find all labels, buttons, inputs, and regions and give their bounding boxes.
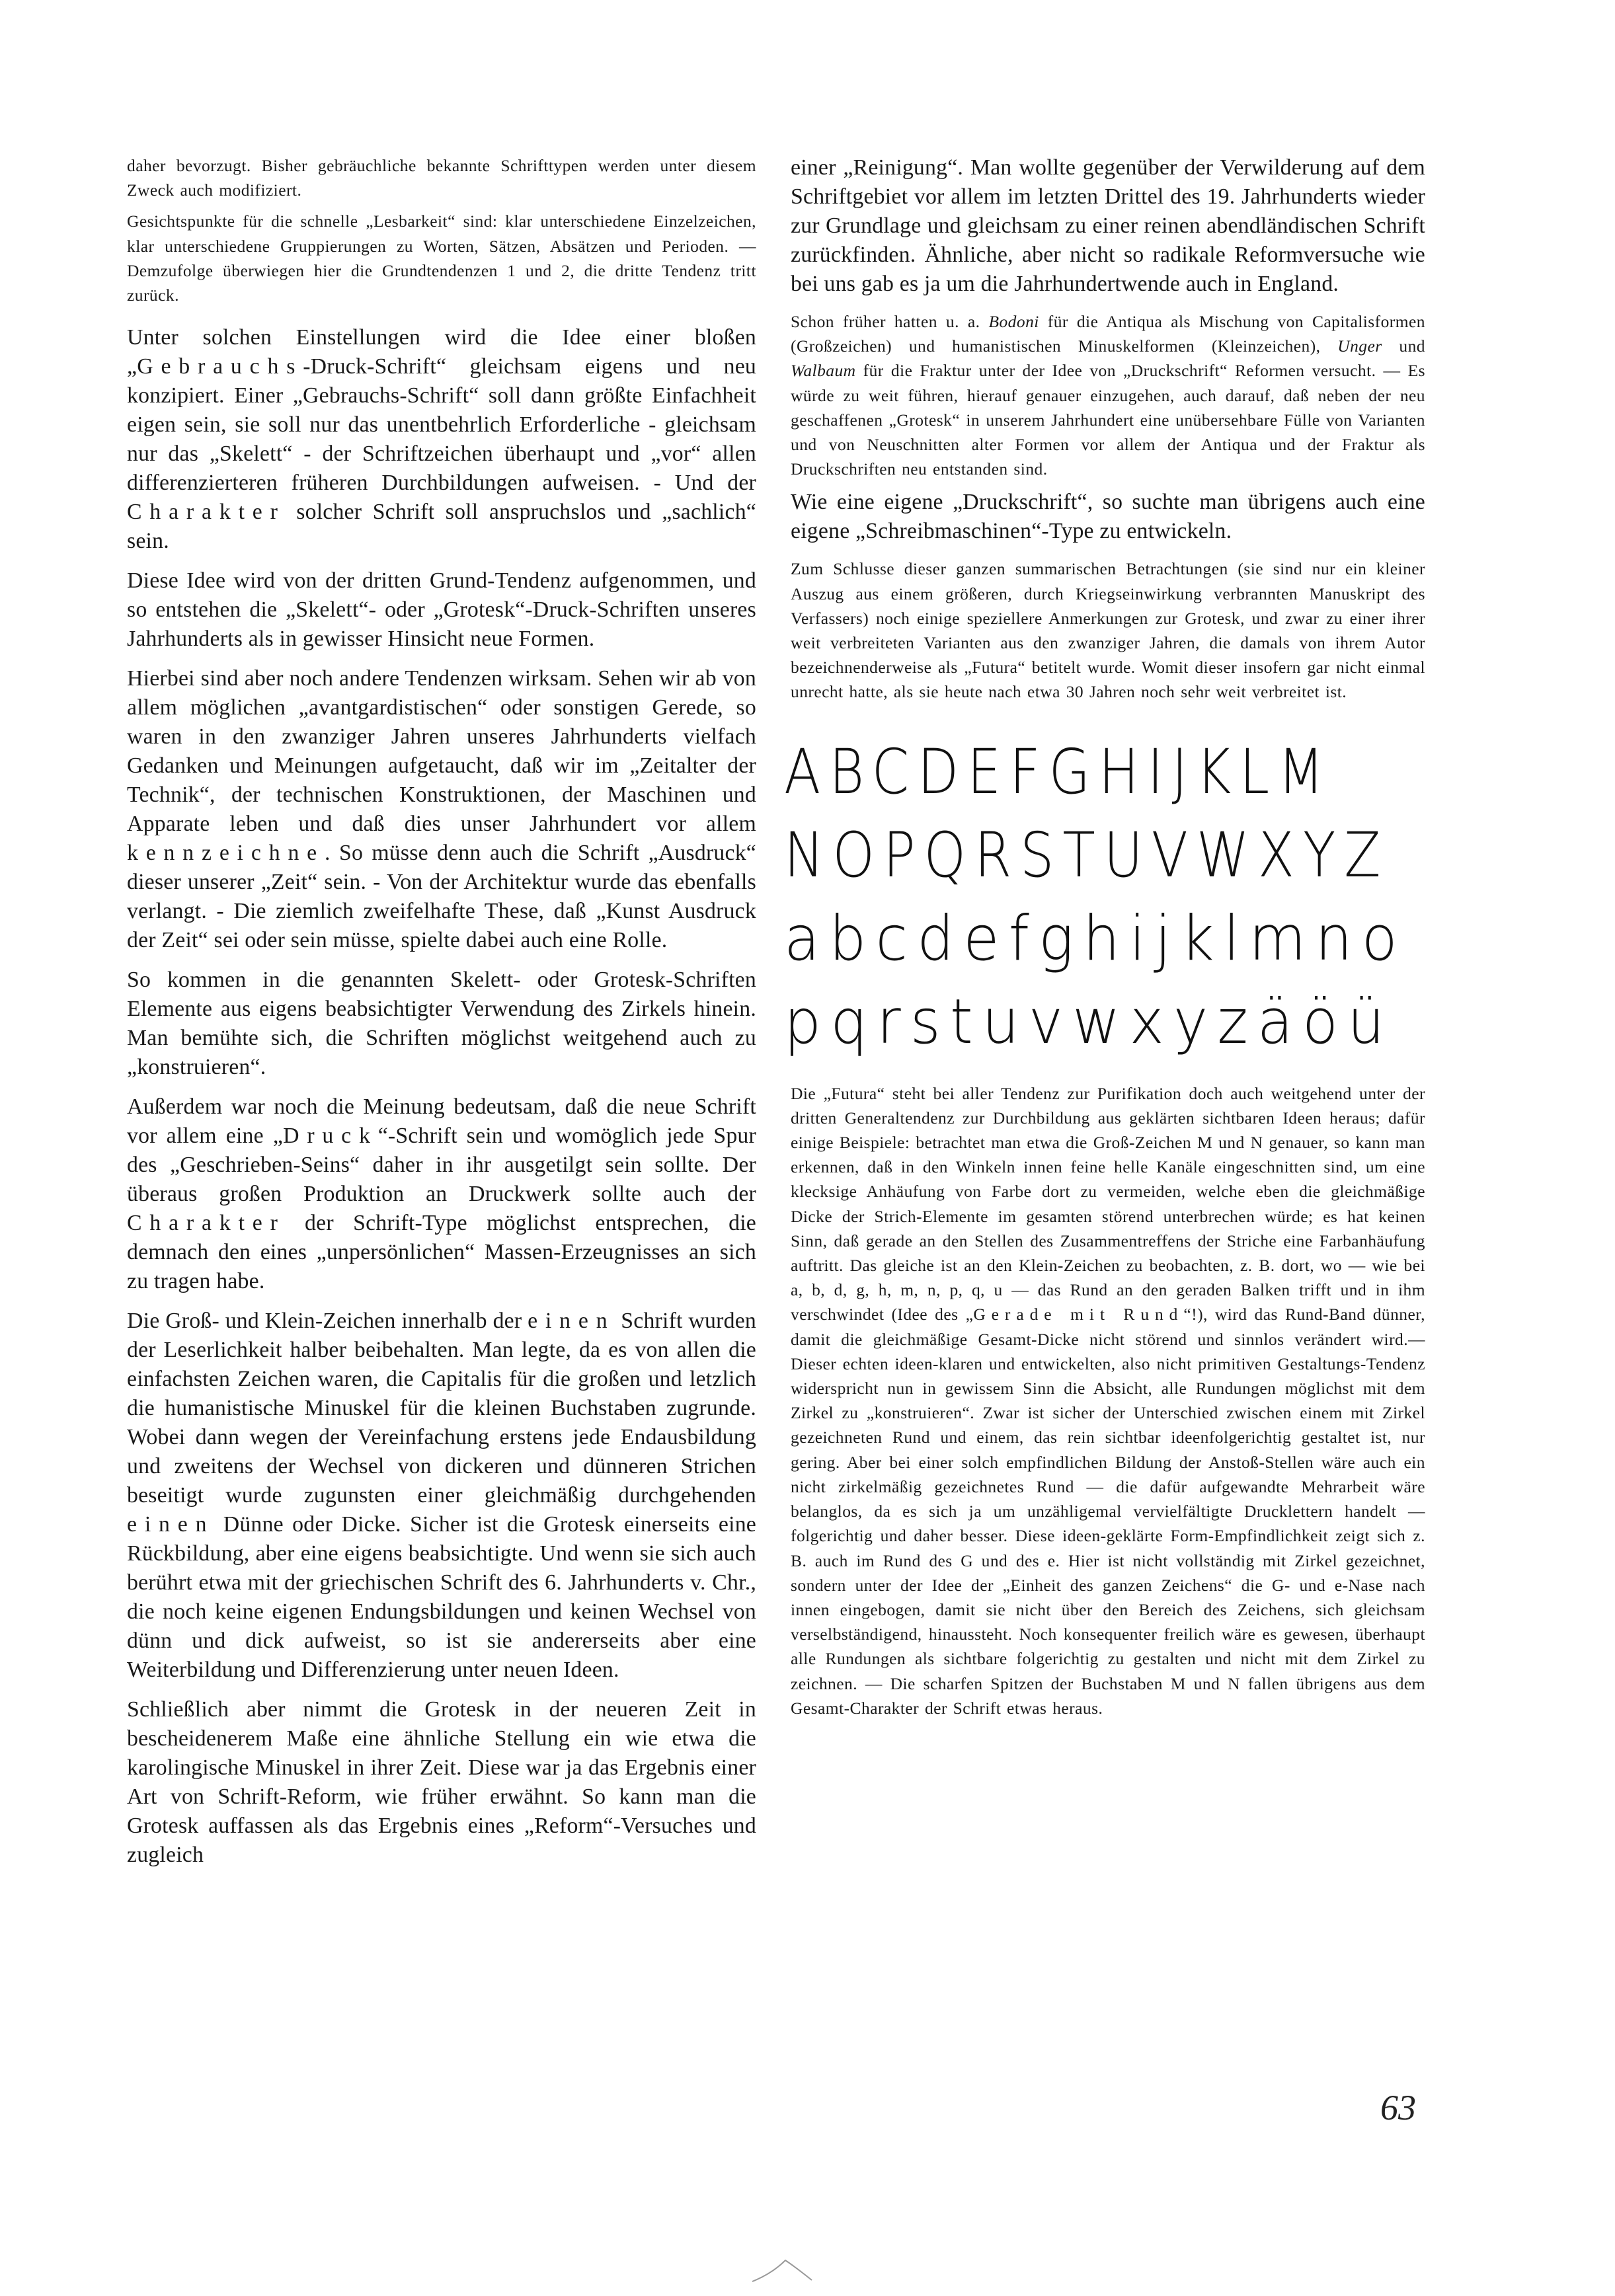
paragraph: Hierbei sind aber noch andere Tendenzen wirksam. Sehen wir ab von allem möglichen „avantgardistischen“ oder sonstigen Gerede, so waren in den zwanziger Jahren unseres Jahrhunderts vielfach Gedanken und Meinungen aufgetaucht, daß wir im „Zeitalter der Technik“, der technischen Konstruktionen, der Maschinen und Apparate leben und daß dies unser Jahrhundert vor allem kennzeichne. So müsse denn auch die Schrift „Ausdruck“ dieser unserer „Zeit“ sein. - Von der Architektur wurde das ebenfalls verlangt. - Die ziemlich zweifelhafte These, daß „Kunst Ausdruck der Zeit“ sei oder sein müsse, spielte dabei auch eine Rolle. xyxy=(127,666,756,953)
paragraph: Diese Idee wird von der dritten Grund-Tendenz aufgenommen, und so entstehen die „Skelett“- oder „Grotesk“-Druck-Schriften unseres Jahrhunderts als in gewisser Hinsicht neue Formen. xyxy=(127,568,756,652)
specimen-uppercase-line: NOPQRSTUVWXYZ xyxy=(784,819,1390,892)
paragraph: Unter solchen Einstellungen wird die Idee einer bloßen „Gebrauchs-Druck-Schrift“ gleichsam eigens und neu konzipiert. Einer „Gebrauchs-Schrift“ soll dann größte Einfachheit eigen sein, sie soll nur das unentbehrlich Erforderliche - gleichsam nur das „Skelett“ - der Schriftzeichen überhaupt und „vor“ allen differenzierteren früheren Durchbildungen aufweisen. - Und der Charakter solcher Schrift soll anspruchslos und „sachlich“ sein. xyxy=(127,325,756,554)
paragraph: Zum Schlusse dieser ganzen summarischen Betrachtungen (sie sind nur ein kleiner Auszug aus einem größeren, durch Kriegseinwirkung verbrannten Manuskript des Verfassers) noch einige speziellere Anmerkungen zur Grotesk, und zwar zu einer ihrer weit verbreiteten Varianten aus den zwanziger Jahren, die damals von ihrem Autor bezeichnenderweise als „Futura“ betitelt wurde. Womit dieser insofern gar nicht einmal unrecht hatte, als sie heute nach etwa 30 Jahren noch sehr weit verbreitet ist. xyxy=(791,559,1425,702)
spaced-emphasis: Gerade mit Rund xyxy=(973,1305,1184,1324)
right-column xyxy=(784,153,1426,1727)
paragraph: So kommen in die genannten Skelett- oder Grotesk-Schriften Elemente aus eigens beabsichtigter Verwendung des Zirkels hinein. Man bemühte sich, die Schriften möglichst weitgehend auch zu „konstruieren“. xyxy=(127,968,756,1080)
paragraph: Die „Futura“ steht bei aller Tendenz zur Purifikation doch auch weitgehend unter der dritten Generaltendenz zur Durchbildung aus geklärten sichtbaren Ideen heraus; dafür einige Beispiele: betrachtet man etwa die Groß-Zeichen M und N genauer, so kann man erkennen, daß in den Winkeln innen feine helle Kanäle eingeschnitten sind, um eine klecksige Anhäufung von Farbe dort zu vermeiden, welche eben die gleichmäßige Dicke der Strich-Elemente im gesamten störend unterbrechen würde; es hat keinen Sinn, daß gerade an den Stellen des Zusammentreffens der Striche eine Farbanhäufung auftritt. Das gleiche ist an den Klein-Zeichen zu beobachten, z. B. dort, wo — wie bei a, b, d, g, h, m, n, p, q, u — das Rund an den geraden Balken trifft und in ihm verschwindet (Idee des „Gerade mit Rund“!), wird das Rund-Band dünner, damit die gleichmäßige Gesamt-Dicke nicht störend und sinnlos verändert wird.—Dieser echten ideen-klaren und entwickelten, also nicht primitiven Gestaltungs-Tendenz widerspricht nun in gewissem Sinn die Absicht, alle Rundungen möglichst mit dem Zirkel zu „konstruieren“. Zwar ist sicher der Unterschied zwischen einem mit Zirkel gezeichneten Rund und einem, das rein sichtbar ideenfolgerichtig gestaltet ist, nur gering. Aber bei einer solch empfindlichen Bildung der Anstoß-Stellen wäre auch ein nicht zirkelmäßig gezeichnetes Rund — die dafür aufgewandte Mehrarbeit wäre belanglos, da es sich ja um unzähligemal vervielfältigte Drucklettern handelt — folgerichtig und daher besser. Diese ideen-geklärte Form-Empfindlichkeit zeigt sich z. B. auch im Rund des G und des e. Hier ist nicht vollständig mit Zirkel gezeichnet, sondern unter der Idee der „Einheit des ganzen Zeichens“ die G- und e-Nase nach innen eingebogen, damit sie nicht über den Bereich des Zeichens, sich gleichsam verselbständigend, hinaussteht. Noch konsequenter freilich wäre es gewesen, überhaupt alle Rundungen als sichtbare folgerichtig zu gestalten und nicht mit dem Zirkel zu zeichnen. — Die scharfen Spitzen der Buchstaben M und N fallen übrigens aus dem Gesamt-Charakter der Schrift etwas heraus. xyxy=(791,1083,1426,1718)
paragraph: daher bevorzugt. Bisher gebräuchliche bekannte Schrifttypen werden unter diesem Zweck auch modifiziert. xyxy=(127,156,756,200)
paragraph: Schließlich aber nimmt die Grotesk in der neueren Zeit in bescheidenerem Maße eine ähnliche Stellung ein wie etwa die karolingische Minuskel in ihrer Zeit. Diese war ja das Ergebnis einer Art von Schrift-Reform, wie früher erwähnt. So kann man die Grotesk auffassen als das Ergebnis eines „Reform“-Versuches und zugleich xyxy=(127,1697,756,1868)
paragraph: Die Groß- und Klein-Zeichen innerhalb der einen Schrift wurden der Leserlichkeit halber beibehalten. Man legte, da es von allen die einfachsten Zeichen waren, die Capitalis für die großen und letzlich die humanistische Minuskel für die kleinen Buchstaben zugrunde. Wobei dann wegen der Vereinfachung erstens jede Endausbildung und zweitens der Wechsel von dickeren und dünneren Strichen beseitigt wurde zugunsten einer gleichmäßig durchgehenden einen Dünne oder Dicke. Sicher ist die Grotesk einerseits eine Rückbildung, aber eine eigens beabsichtigte. Und wenn sie sich auch berührt etwa mit der griechischen Schrift des 6. Jahrhunderts v. Chr., die noch keine eigenen Endungsbildungen und keinen Wechsel von dünn und dick aufweist, so ist sie andererseits aber eine Weiterbildung und Differenzierung unter neuen Ideen. xyxy=(127,1309,756,1683)
spaced-emphasis: Charakter xyxy=(127,1211,286,1236)
specimen-lowercase-line: pqrstuvwxyzäöü xyxy=(784,985,1394,1058)
italic-name: Unger xyxy=(1337,336,1382,356)
spaced-emphasis: einen xyxy=(528,1309,615,1334)
spaced-emphasis: Druck xyxy=(283,1124,378,1149)
scan-mark xyxy=(746,2247,818,2287)
paragraph: Schon früher hatten u. a. Bodoni für die Antiqua als Mischung von Capitalisformen (Großzeichen) und humanistischen Minuskelformen (Kleinzeichen), Unger und Walbaum für die Fraktur unter der Idee von „Druckschrift“ Reformen versucht. — Es würde zu weit führen, hierauf genauer einzugehen, auch darauf, daß neben der neu geschaffenen „Grotesk“ in unserem Jahrhundert eine unübersehbare Fülle von Varianten und von Neuschnitten alter Formen vor allem der Antiqua und der Fraktur als Druckschriften neu entstanden sind. xyxy=(791,312,1425,479)
specimen-lowercase-line: abcdefghijklmno xyxy=(784,902,1407,975)
paragraph: Gesichtspunkte für die schnelle „Lesbarkeit“ sind: klar unterschiedene Einzelzeichen, klar unterschiedene Gruppierungen zu Worten, Sätzen, Absätzen und Perioden. — Demzufolge überwiegen hier die Grundtendenzen 1 und 2, die dritte Tendenz tritt zurück. xyxy=(127,211,756,305)
spaced-emphasis: kennzeichne xyxy=(127,841,325,866)
paragraph: einer „Reinigung“. Man wollte gegenüber der Verwilderung auf dem Schriftgebiet vor allem im letzten Drittel des 19. Jahrhunderts wieder zur Grundlage und gleichsam zu einer reinen abendländischen Schrift zurückfinden. Ähnliche, aber nicht so radikale Reformversuche wie bei uns gab es ja um die Jahrhundertwende auch in England. xyxy=(791,155,1425,296)
paragraph: Wie eine eigene „Druckschrift“, so suchte man übrigens auch eine eigene „Schreibmaschinen“-Type zu entwickeln. xyxy=(791,490,1425,544)
paragraph: Außerdem war noch die Meinung bedeutsam, daß die neue Schrift vor allem eine „Druck“-Schrift sein und womöglich jede Spur des „Geschrieben-Seins“ daher in ihr ausgetilgt sein sollte. Der überaus großen Produktion an Druckwerk sollte auch der Charakter der Schrift-Type möglichst entsprechen, die demnach den eines „unpersönlichen“ Massen-Erzeugnisses an sich zu tragen habe. xyxy=(127,1094,756,1294)
italic-name: Bodoni xyxy=(988,312,1039,331)
italic-name: Walbaum xyxy=(791,361,856,381)
futura-type-specimen xyxy=(784,731,1432,1064)
spaced-emphasis: Gebrauchs xyxy=(137,354,303,379)
page-number: 63 xyxy=(1380,2088,1416,2127)
left-column xyxy=(127,153,756,1880)
spaced-emphasis: Charakter xyxy=(127,500,286,525)
spaced-emphasis: einen xyxy=(127,1512,215,1537)
specimen-uppercase-line: ABCDEFGHIJKLM xyxy=(784,736,1333,808)
